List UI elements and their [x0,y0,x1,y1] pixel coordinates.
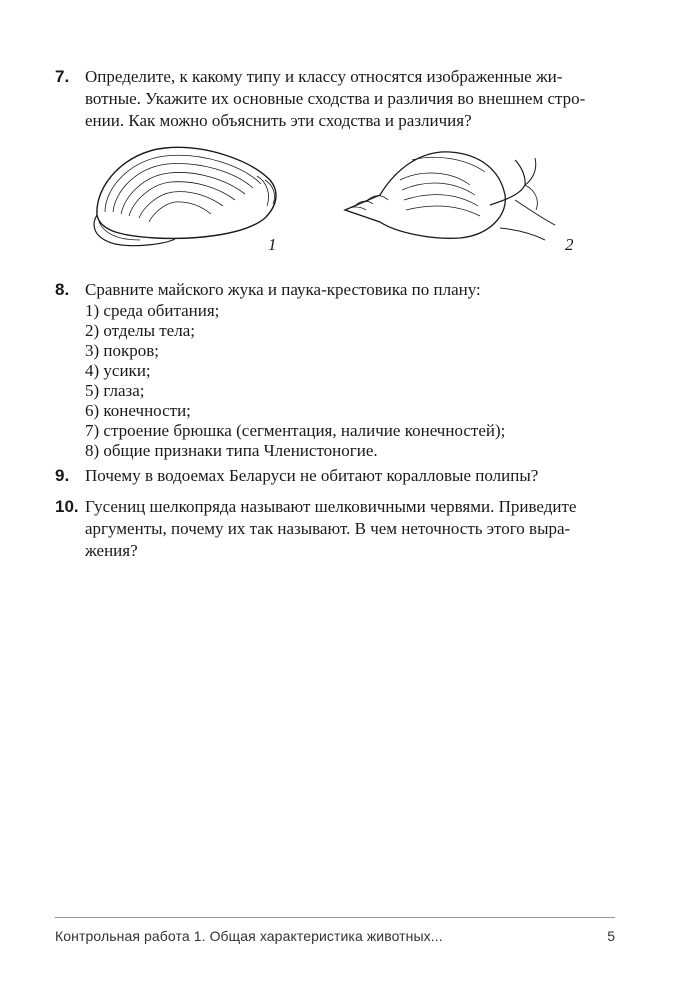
question-text [85,496,615,562]
question-line: вотные. Укажите их основные сходства и различия во внешнем стро- [85,89,586,108]
question-line: Сравните майского жука и паука-крестовика по плану: [85,280,481,299]
question-line: ении. Как можно объяснить эти сходства и различия? [85,111,472,130]
question-number: 9. [55,466,70,485]
footer-title: Контрольная работа 1. Общая характеристика животных... [55,928,443,944]
list-item: 8) общие признаки типа Членистоногие. [85,441,378,460]
figure-label-1: 1 [268,235,277,254]
bivalve-shell-drawing [85,140,285,250]
list-item: 6) конечности; [85,401,191,420]
question-text [85,465,615,487]
footer-divider [55,917,615,918]
question-number: 8. [55,280,70,299]
pond-snail-drawing [340,140,560,250]
list-item: 2) отделы тела; [85,321,195,340]
question-line: Почему в водоемах Беларуси не обитают коралловые полипы? [85,466,539,485]
question-text [85,66,615,132]
figure-animals [85,140,605,260]
question-10 [55,496,615,562]
question-line: аргументы, почему их так называют. В чем неточность этого выра- [85,519,571,538]
list-item: 3) покров; [85,341,160,360]
question-line: жения? [85,541,138,560]
list-item: 5) глаза; [85,381,145,400]
page-number: 5 [607,928,615,944]
question-9 [55,465,615,487]
list-item: 1) среда обитания; [85,301,220,320]
question-number: 10. [55,497,79,516]
comparison-plan-list [85,301,615,461]
list-item: 7) строение брюшка (сегментация, наличие конечностей); [85,421,506,440]
question-text [85,279,615,301]
figure-label-2: 2 [565,235,574,254]
question-7 [55,66,615,132]
list-item: 4) усики; [85,361,151,380]
question-8 [55,279,615,461]
question-line: Гусениц шелкопряда называют шелковичными червями. Приведите [85,497,577,516]
question-number: 7. [55,67,70,86]
question-line: Определите, к какому типу и классу относятся изображенные жи- [85,67,563,86]
